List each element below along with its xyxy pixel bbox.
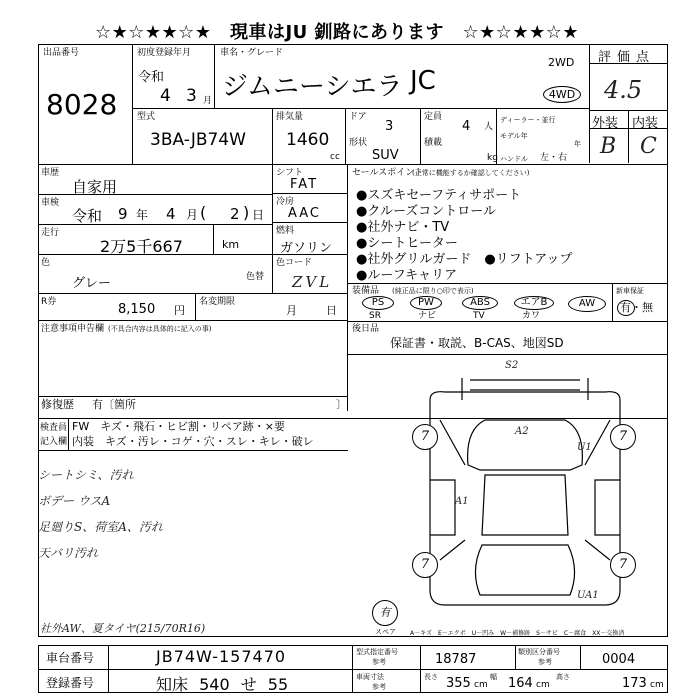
color-value: グレー	[72, 276, 112, 291]
inspection-year: 9	[118, 205, 128, 223]
damage-key: A－キズ E－エクボ U－凹み W－補修跡 S－サビ C－腐食 XX－交換済	[410, 630, 625, 637]
notes-label: 注意事項申告欄	[41, 324, 105, 334]
equip-badge-airbag: エアB	[514, 296, 554, 310]
mileage-unit: km	[222, 238, 240, 251]
length-unit: cm	[474, 680, 488, 690]
displacement-label: 排気量	[276, 112, 304, 122]
sales-label: セールスポイント	[352, 168, 424, 178]
mileage-value: 2万5千667	[100, 237, 183, 256]
tire-note: 社外AW、夏タイヤ(215/70R16)	[40, 622, 206, 635]
length-value: 355	[446, 676, 471, 691]
comment-line: 天バリ汚れ	[38, 546, 99, 560]
renewal-day: 日	[326, 304, 337, 317]
type-spec-ref: 参考	[372, 658, 386, 666]
class-spec-ref: 参考	[538, 658, 552, 666]
load-unit: kg	[487, 153, 498, 163]
plate-value: 知床 540 せ 55	[156, 675, 289, 694]
warranty-circle	[617, 300, 635, 316]
sales-item: ●社外ナビ・TV	[356, 220, 450, 235]
sales-item: ●スズキセーフティサポート	[356, 188, 522, 203]
inspection-day-unit: 日	[252, 208, 265, 222]
inspection-month-unit: 月	[186, 208, 199, 222]
ac-label: 冷房	[276, 197, 295, 207]
repair-label: 修復歴	[41, 398, 74, 411]
height-value: 173	[622, 676, 647, 691]
drive-2wd: 2WD	[548, 56, 575, 69]
score-value: 4.5	[604, 76, 643, 104]
interior-label: 内装	[632, 116, 659, 131]
repair-close: 〕	[336, 398, 347, 411]
equip-sr: SR	[369, 311, 381, 321]
car-name: ジムニーシエラ	[222, 72, 403, 102]
score-label: 評価点	[598, 50, 656, 65]
comment-line: 足廻りS、荷室A、汚れ	[38, 520, 163, 534]
shift-value: FAT	[290, 177, 319, 192]
shape-value: SUV	[372, 148, 399, 163]
shift-label: シフト	[276, 168, 304, 178]
type-spec-value: 18787	[435, 652, 477, 667]
handle-value: 左・右	[540, 153, 568, 163]
damage-mark-a1: A1	[455, 496, 469, 507]
spare-tire: 有	[372, 600, 398, 626]
color-label: 色	[41, 258, 51, 268]
tire-depth-rear-right: 7	[610, 552, 636, 578]
length-label: 長さ	[424, 673, 438, 681]
type-spec-label: 型式指定番号	[356, 648, 398, 656]
color-code-label: 色コード	[276, 258, 313, 268]
drive-4wd: 4WD	[543, 86, 581, 103]
tire-depth-front-right: 7	[610, 424, 636, 450]
model-label: 型式	[137, 112, 156, 122]
post-items-value: 保証書・取説、B-CAS、地図SD	[390, 336, 564, 350]
sales-item: ●社外グリルガード ●リフトアップ	[356, 252, 573, 267]
seats-label: 定員	[424, 112, 443, 122]
damage-mark-ua1: UA1	[577, 590, 599, 601]
tire-depth-rear-left: 7	[412, 552, 438, 578]
first-reg-year: 4	[160, 86, 171, 106]
equip-badge-pw: PW	[410, 296, 442, 310]
model-code: 3BA-JB74W	[150, 130, 246, 150]
header-banner: ☆★☆★★☆★ 現車はJU 釧路にあります ☆★☆★★☆★	[95, 22, 579, 43]
warranty-value: 有・無	[620, 301, 653, 314]
shape-label: 形状	[349, 138, 368, 148]
inspection-label: 車検	[41, 198, 60, 208]
post-items-label: 後日品	[352, 324, 380, 334]
width-label: 幅	[490, 673, 497, 681]
handle-label: ハンドル	[500, 155, 528, 163]
lot-number: 8028	[46, 88, 118, 121]
recycle-unit: 円	[174, 304, 185, 317]
height-unit: cm	[650, 680, 664, 690]
damage-mark-a2: A2	[515, 426, 529, 437]
equip-leather: カワ	[522, 311, 541, 321]
load-label: 積載	[424, 138, 443, 148]
fuel-label: 燃料	[276, 226, 295, 236]
ac-value: AAC	[288, 206, 321, 221]
seats-value: 4	[462, 119, 471, 134]
doors-value: 3	[385, 119, 394, 134]
renewal-label: 名変期限	[199, 297, 236, 307]
equip-badge-ps: PS	[362, 296, 394, 310]
history-value: 自家用	[72, 178, 118, 196]
class-spec-label: 類別区分番号	[518, 648, 560, 656]
inspection-month: 4	[166, 205, 176, 223]
recycle-value: 8,150	[118, 302, 156, 317]
sales-item: ●クルーズコントロール	[356, 204, 497, 219]
inspector-label-2: 記入欄	[40, 437, 68, 447]
car-grade: JC	[410, 66, 436, 96]
width-unit: cm	[536, 680, 550, 690]
height-label: 高さ	[556, 673, 570, 681]
damage-mark-u1: U1	[577, 442, 592, 453]
chassis-label: 車台番号	[46, 651, 95, 665]
color-code-value: ZVL	[292, 273, 333, 291]
chassis-value: JB74W-157470	[156, 647, 287, 666]
equipment-note: (純正品に限り○印で表示)	[392, 287, 474, 295]
color-change-label: 色替	[246, 272, 265, 282]
warranty-label: 新車保証	[616, 287, 644, 295]
model-year-unit: 年	[574, 140, 581, 148]
model-year-label: モデル年	[500, 132, 528, 140]
sales-item: ●シートヒーター	[356, 236, 458, 251]
sales-note: (正常に機能するか確認してください)	[412, 169, 530, 177]
spare-label: スペア	[375, 628, 396, 636]
tire-depth-front-left: 7	[412, 424, 438, 450]
equipment-label: 装備品	[352, 286, 380, 296]
notes-sub: (不具合内容は具体的に記入の事)	[108, 325, 212, 333]
displacement-value: 1460	[286, 130, 330, 150]
lot-label: 出品番号	[43, 48, 80, 58]
interior-grade: C	[640, 134, 657, 159]
class-spec-value: 0004	[602, 652, 636, 667]
recycle-label: R券	[41, 297, 57, 307]
first-reg-month-unit: 月	[203, 96, 213, 106]
mileage-label: 走行	[41, 228, 60, 238]
comment-line: シートシミ、汚れ	[38, 468, 134, 482]
seats-unit: 人	[484, 122, 494, 132]
equip-badge-aw: AW	[568, 296, 606, 312]
first-reg-month: 3	[186, 86, 197, 106]
repair-value: 有〔箇所	[92, 398, 136, 411]
dims-label: 車両寸法	[356, 673, 384, 681]
car-name-label: 車名・グレード	[220, 48, 284, 58]
dims-ref: 参考	[372, 683, 386, 691]
fuel-value: ガソリン	[280, 241, 333, 256]
exterior-grade: B	[600, 134, 617, 159]
width-value: 164	[508, 676, 533, 691]
comment-line: ボデー ウスA	[38, 494, 111, 508]
legend-row-2: 内装 キズ・汚レ・コゲ・穴・スレ・キレ・破レ	[72, 435, 314, 448]
equip-navi: ナビ	[418, 311, 437, 321]
sales-item: ●ルーフキャリア	[356, 268, 458, 283]
plate-label: 登録番号	[46, 676, 95, 690]
doors-label: ドア	[349, 112, 367, 122]
exterior-label: 外装	[592, 116, 619, 131]
first-reg-era: 令和	[138, 70, 165, 85]
history-label: 車歴	[41, 168, 60, 178]
damage-mark-s2: S2	[505, 360, 519, 371]
displacement-unit: cc	[330, 152, 340, 162]
legend-row-1: FW キズ・飛石・ヒビ割・リペア跡・×要	[72, 420, 285, 433]
car-diagram	[400, 360, 660, 630]
inspector-label: 検査員	[40, 423, 68, 433]
equip-badge-abs: ABS	[462, 296, 498, 310]
inspection-year-unit: 年	[136, 208, 149, 222]
first-reg-label: 初度登録年月	[137, 48, 192, 58]
inspection-era: 令和	[72, 207, 103, 225]
renewal-month: 月	[286, 304, 297, 317]
dealer-label: ディーラー・並行	[500, 116, 556, 124]
inspection-day: 2	[230, 205, 240, 223]
equip-tv: TV	[473, 311, 485, 321]
